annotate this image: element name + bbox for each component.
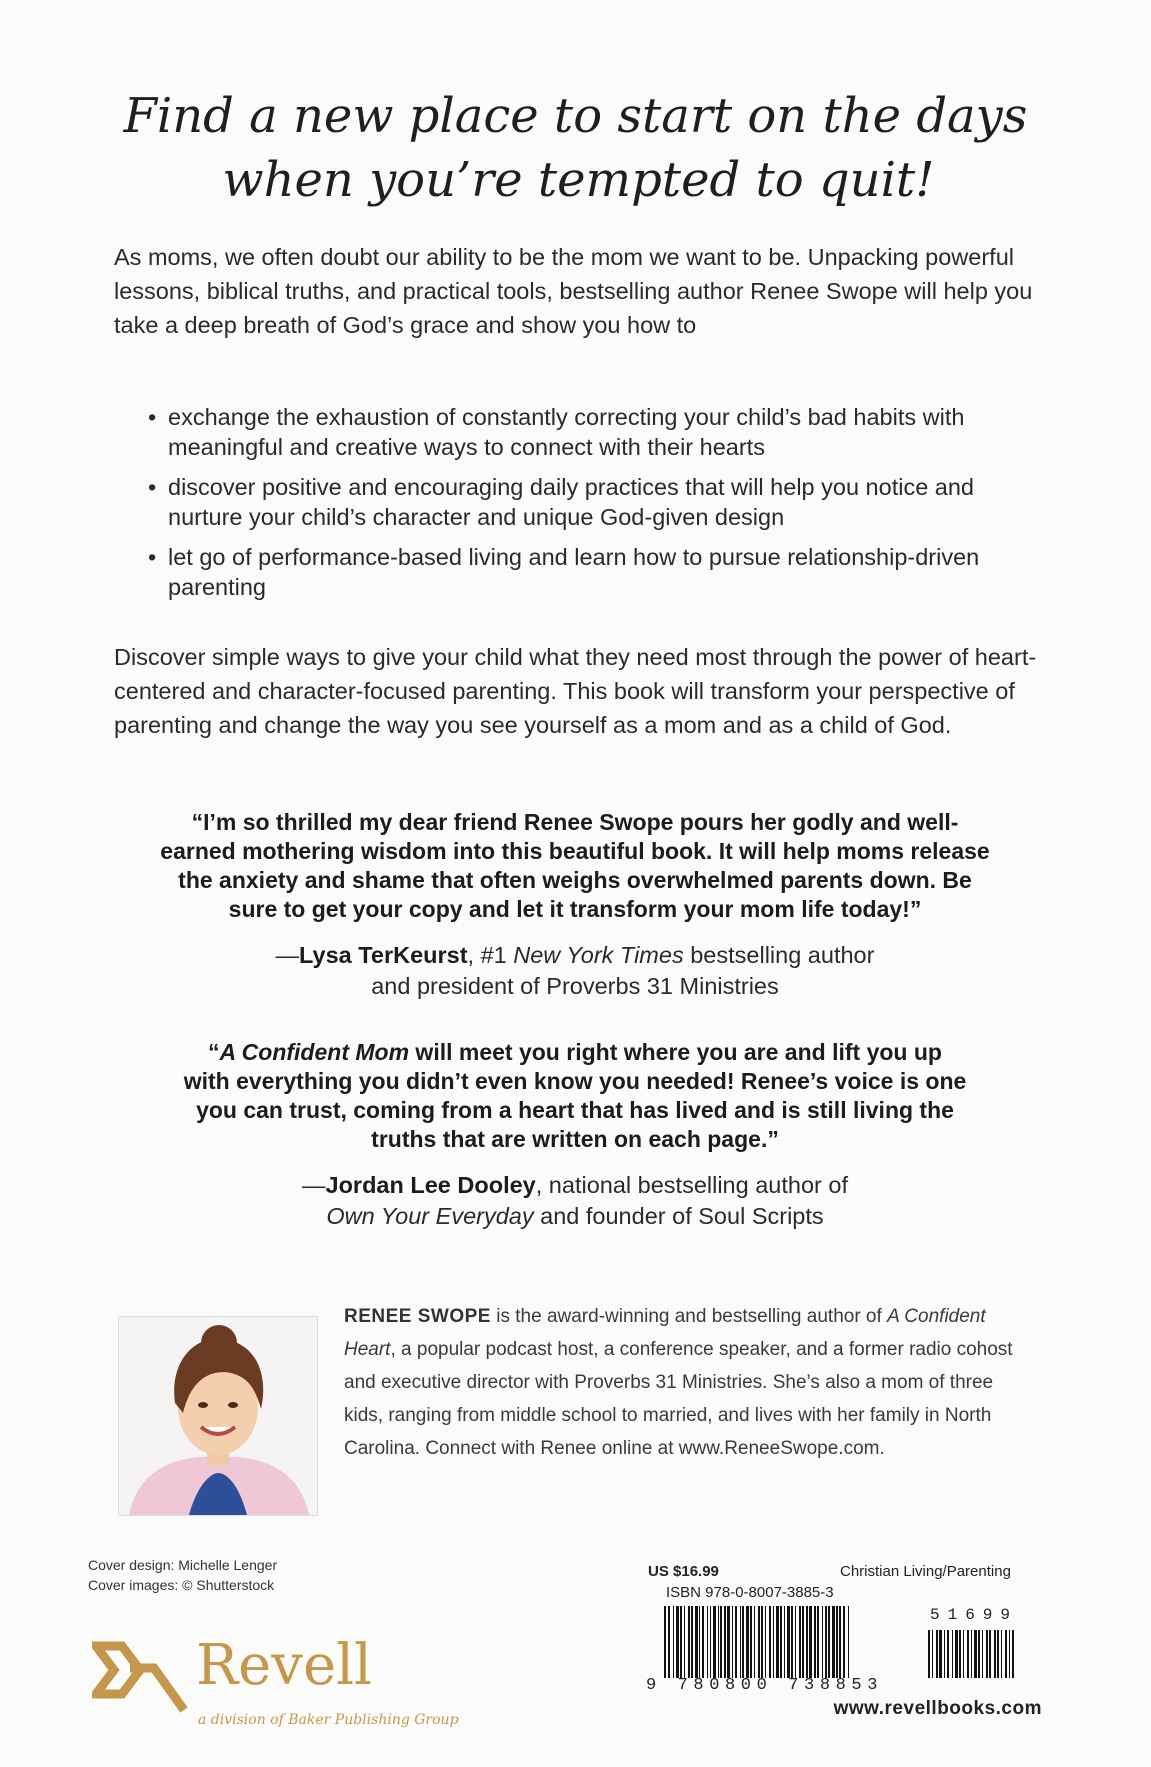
barcode-bar xyxy=(974,1630,977,1678)
endorser-name: Jordan Lee Dooley xyxy=(325,1172,536,1198)
addon-barcode xyxy=(928,1630,1040,1678)
barcode-bar xyxy=(928,1630,930,1678)
barcode-bar xyxy=(848,1606,849,1678)
barcode-bar xyxy=(780,1606,782,1678)
quote-line: will meet you right where you are and lift you up xyxy=(409,1039,942,1065)
barcode-bar xyxy=(680,1606,682,1678)
barcode-bar xyxy=(986,1630,988,1678)
barcode-bar xyxy=(720,1606,722,1678)
bio-text: is the award-winning and bestselling author of xyxy=(490,1306,888,1327)
barcode-bar xyxy=(963,1630,964,1678)
publisher-logo-text: Revell xyxy=(196,1633,372,1698)
barcode-bar xyxy=(742,1606,744,1678)
barcode-bar xyxy=(936,1630,938,1678)
isbn-barcode xyxy=(664,1606,900,1678)
barcode-bar xyxy=(1001,1630,1002,1678)
barcode-bar xyxy=(817,1606,819,1678)
barcode-bar xyxy=(795,1606,796,1678)
barcode-bar xyxy=(732,1606,733,1678)
barcode-bar xyxy=(822,1606,823,1678)
barcode-bar xyxy=(746,1606,749,1678)
list-item xyxy=(148,402,1038,462)
endorser-name: Lysa TerKeurst xyxy=(299,942,468,968)
website: www.revellbooks.com xyxy=(833,1698,1042,1719)
barcode-bar xyxy=(787,1606,790,1678)
barcode-bar xyxy=(713,1606,716,1678)
endorsement-quote-1 xyxy=(100,808,1050,924)
bullet-icon: • xyxy=(148,474,157,500)
list-item-text: discover positive and encouraging daily practices that will help you notice and nurture your child’s character and unique God-given design xyxy=(168,474,974,530)
barcode-bar xyxy=(955,1630,958,1678)
barcode-bar xyxy=(982,1630,983,1678)
headline-line-2: when you’re tempted to quit! xyxy=(222,152,935,208)
barcode-bar xyxy=(971,1630,972,1678)
intro-paragraph: As moms, we often doubt our ability to be the mom we want to be. Unpacking powerful lessons, biblical truths, and practical tools, bestselling author Renee Swope will help you take a deep breath of God’s grace and show you how to xyxy=(114,244,1033,338)
credit-line: Cover images: © Shutterstock xyxy=(88,1577,275,1593)
barcode-bar xyxy=(1012,1630,1014,1678)
barcode-bar xyxy=(932,1630,933,1678)
quote-line: the anxiety and shame that often weighs overwhelmed parents down. Be xyxy=(178,867,972,893)
credit-line: Cover design: Michelle Lenger xyxy=(88,1557,278,1573)
list-item xyxy=(148,542,1038,602)
barcode-bar xyxy=(688,1606,690,1678)
quote-line: truths that are written on each page.” xyxy=(371,1126,779,1152)
barcode-bar xyxy=(802,1606,804,1678)
discover-paragraph: Discover simple ways to give your child what they need most through the power of heart-centered and character-focused parenting. This book will transform your perspective of parenting and change the way you see yourself as a mom and as a child of God. xyxy=(114,644,1037,738)
benefit-list xyxy=(148,402,1038,612)
barcode-bar xyxy=(1009,1630,1010,1678)
barcode-bar xyxy=(952,1630,953,1678)
barcode-bar xyxy=(758,1606,760,1678)
barcode-bar xyxy=(843,1606,845,1678)
barcode-bar xyxy=(967,1630,969,1678)
list-item xyxy=(148,472,1038,532)
barcode-bar xyxy=(727,1606,730,1678)
price: US $16.99 xyxy=(648,1563,719,1580)
author-photo xyxy=(118,1316,318,1516)
attribution-italic: Own Your Everyday xyxy=(326,1203,534,1229)
barcode-bar xyxy=(978,1630,980,1678)
barcode-bar xyxy=(773,1606,774,1678)
attribution-text: bestselling author xyxy=(683,942,875,968)
barcode-bar xyxy=(684,1606,685,1678)
open-quote: “ xyxy=(208,1039,220,1065)
quote-line: with everything you didn’t even know you needed! Renee’s voice is one xyxy=(183,1068,967,1094)
publisher-tagline: a division of Baker Publishing Group xyxy=(198,1712,459,1728)
barcode-bar xyxy=(765,1606,766,1678)
barcode-bar xyxy=(784,1606,785,1678)
barcode-bar xyxy=(691,1606,693,1678)
barcode-bar xyxy=(791,1606,793,1678)
list-item-text: exchange the exhaustion of constantly correcting your child’s bad habits with meaningful and creative ways to connect with their hearts xyxy=(168,404,965,460)
barcode-bar xyxy=(740,1606,741,1678)
barcode-bar xyxy=(668,1606,670,1678)
barcode-bar xyxy=(997,1630,999,1678)
barcode-bar xyxy=(673,1606,674,1678)
bio-text: , a popular podcast host, a conference speaker, and a former radio cohost and executive director with Proverbs 31 Ministries. She’s also a mom of three kids, ranging from middle school to married, and lives with her family in North Carolina. Connect with Renee online at www.ReneeSwope.com. xyxy=(344,1339,1013,1459)
author-bio xyxy=(344,1300,1024,1465)
barcode-bar xyxy=(828,1606,830,1678)
attribution-text: , national bestselling author of xyxy=(535,1172,848,1198)
endorsement-attribution-2 xyxy=(100,1170,1050,1232)
barcode-bar xyxy=(710,1606,711,1678)
barcode-bar xyxy=(799,1606,801,1678)
attribution-text: , #1 xyxy=(467,942,514,968)
headline-line-1: Find a new place to start on the days xyxy=(123,88,1028,144)
attribution-italic: New York Times xyxy=(513,942,684,968)
barcode-bar xyxy=(814,1606,816,1678)
bullet-icon: • xyxy=(148,404,157,430)
barcode-bar xyxy=(699,1606,700,1678)
barcode-bar xyxy=(750,1606,752,1678)
author-name: RENEE SWOPE xyxy=(344,1306,491,1327)
bio-book-title: A Confident Heart xyxy=(344,1306,986,1360)
barcode-bar xyxy=(707,1606,708,1678)
list-item-text: let go of performance-based living and learn how to pursue relationship-driven parenting xyxy=(168,544,980,600)
barcode-bar xyxy=(761,1606,763,1678)
barcode-bar xyxy=(944,1630,945,1678)
cover-credits xyxy=(88,1555,277,1595)
barcode-bar xyxy=(769,1606,771,1678)
barcode-bar xyxy=(718,1606,719,1678)
attribution-line-2: and president of Proverbs 31 Ministries xyxy=(371,973,779,999)
barcode-bar xyxy=(806,1606,808,1678)
barcode-bar xyxy=(939,1630,942,1678)
barcode-bar xyxy=(695,1606,698,1678)
category: Christian Living/Parenting xyxy=(840,1563,1011,1580)
barcode-bar xyxy=(676,1606,679,1678)
barcode-bar xyxy=(1005,1630,1007,1678)
barcode-bar xyxy=(994,1630,996,1678)
dash: — xyxy=(302,1172,326,1198)
barcode-bar xyxy=(809,1606,812,1678)
barcode-bar xyxy=(832,1606,835,1678)
endorsement-quote-2 xyxy=(100,1038,1050,1154)
barcode-bar xyxy=(989,1630,991,1678)
quote-line: earned mothering wisdom into this beautiful book. It will help moms release xyxy=(160,838,990,864)
headline xyxy=(0,84,1151,212)
quote-line: you can trust, coming from a heart that has lived and is still living the xyxy=(196,1097,954,1123)
barcode-bar xyxy=(825,1606,827,1678)
barcode-bar xyxy=(836,1606,838,1678)
barcode-bar xyxy=(839,1606,841,1678)
barcode-bar xyxy=(947,1630,949,1678)
barcode-bar xyxy=(776,1606,779,1678)
barcode-bar xyxy=(735,1606,737,1678)
book-title: A Confident Mom xyxy=(219,1039,410,1065)
barcode-bar xyxy=(664,1606,666,1678)
bullet-icon: • xyxy=(148,544,157,570)
barcode-number: 9 780800 738853 xyxy=(646,1676,884,1695)
barcode-bar xyxy=(724,1606,726,1678)
isbn: ISBN 978-0-8007-3885-3 xyxy=(666,1584,834,1601)
quote-line: sure to get your copy and let it transform your mom life today!” xyxy=(228,896,922,922)
dash: — xyxy=(275,942,300,968)
quote-line: “I’m so thrilled my dear friend Renee Swope pours her godly and well- xyxy=(191,809,959,835)
barcode-bar xyxy=(754,1606,755,1678)
addon-digits: 51699 xyxy=(930,1606,1019,1624)
endorsement-attribution-1 xyxy=(100,940,1050,1002)
attribution-text: and founder of Soul Scripts xyxy=(533,1203,824,1229)
barcode-bar xyxy=(959,1630,961,1678)
barcode-bar xyxy=(702,1606,704,1678)
